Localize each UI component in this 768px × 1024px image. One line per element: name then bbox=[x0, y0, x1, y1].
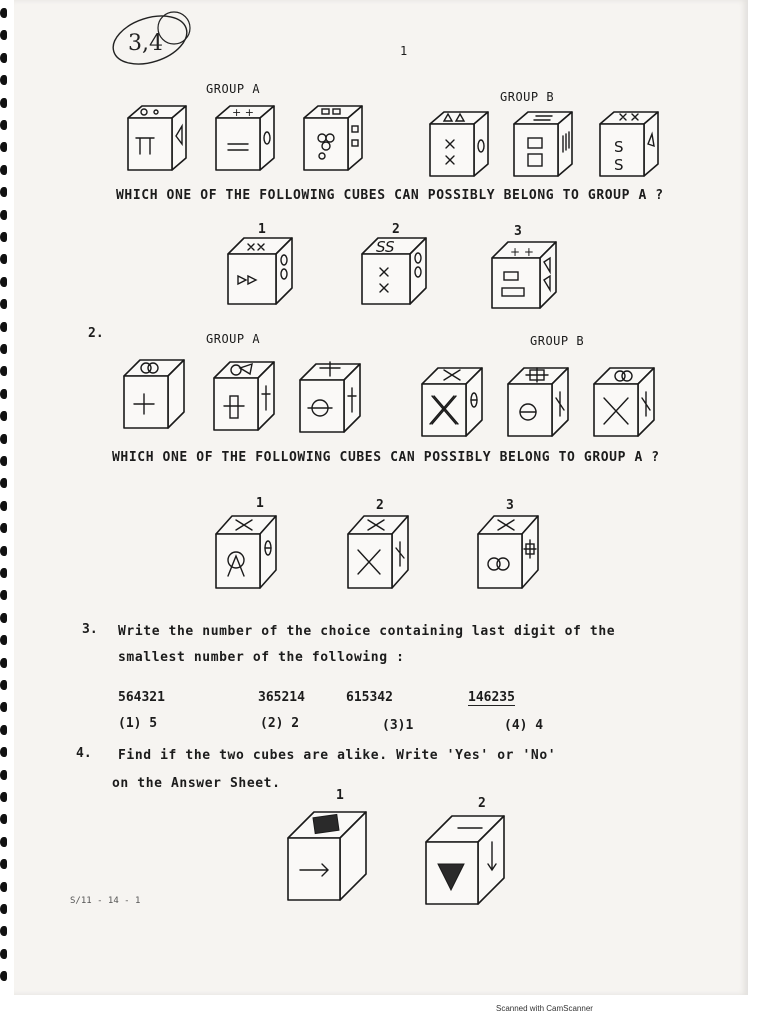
q4-line-2: on the Answer Sheet. bbox=[112, 776, 281, 791]
q1-option-cube-3[interactable] bbox=[488, 240, 564, 312]
binding-hole bbox=[0, 53, 7, 63]
binding-hole bbox=[0, 434, 7, 444]
binding-hole bbox=[0, 344, 7, 354]
q2-option-cube-1[interactable] bbox=[212, 514, 284, 590]
q3-choice-3[interactable]: (3)1 bbox=[382, 718, 414, 733]
q2-group-a-cube-1 bbox=[120, 358, 192, 432]
binding-hole bbox=[0, 120, 7, 130]
binding-hole bbox=[0, 702, 7, 712]
binding-hole bbox=[0, 142, 7, 152]
binding-hole bbox=[0, 366, 7, 376]
q3-number-2: 365214 bbox=[258, 690, 305, 705]
q3-number-3: 615342 bbox=[346, 690, 393, 705]
q3-number: 3. bbox=[82, 622, 98, 637]
q2-group-a-label: GROUP A bbox=[206, 332, 261, 346]
q2-group-b-cube-3 bbox=[590, 366, 662, 440]
svg-text:S: S bbox=[614, 156, 624, 174]
q1-group-b-label: GROUP B bbox=[500, 90, 555, 104]
binding-hole bbox=[0, 971, 7, 981]
q1-option-cube-2[interactable] bbox=[358, 236, 434, 308]
binding-hole bbox=[0, 904, 7, 914]
binding-hole bbox=[0, 165, 7, 175]
svg-text:SS: SS bbox=[376, 238, 395, 256]
binding-hole bbox=[0, 680, 7, 690]
bottom-code: S/11 - 14 - 1 bbox=[70, 896, 141, 906]
q2-group-b-cube-2 bbox=[504, 366, 576, 440]
binding-hole bbox=[0, 814, 7, 824]
q1-option-2-label: 2 bbox=[392, 222, 400, 237]
binding-hole bbox=[0, 478, 7, 488]
binding-hole bbox=[0, 568, 7, 578]
binding-hole bbox=[0, 725, 7, 735]
q2-option-3-label: 3 bbox=[506, 498, 514, 513]
binding-hole bbox=[0, 635, 7, 645]
q1-group-b-cube-2 bbox=[510, 110, 580, 180]
q1-group-a-cube-1 bbox=[124, 104, 194, 174]
q3-choice-2[interactable]: (2) 2 bbox=[260, 716, 300, 731]
q2-option-1-label: 1 bbox=[256, 496, 264, 511]
svg-text:+ +: + + bbox=[510, 245, 534, 259]
binding-hole bbox=[0, 859, 7, 869]
q4-cube-2[interactable] bbox=[422, 812, 512, 908]
binding-hole bbox=[0, 747, 7, 757]
q3-number-1: 564321 bbox=[118, 690, 165, 705]
q3-number-4: 146235 bbox=[468, 690, 515, 705]
binding-hole bbox=[0, 926, 7, 936]
q2-question: WHICH ONE OF THE FOLLOWING CUBES CAN POSSIBLY BELONG TO GROUP A ? bbox=[112, 450, 660, 465]
q2-option-cube-3[interactable] bbox=[474, 514, 546, 590]
binding-hole bbox=[0, 322, 7, 332]
svg-text:S: S bbox=[614, 138, 624, 156]
binding-hole bbox=[0, 613, 7, 623]
q3-choice-1[interactable]: (1) 5 bbox=[118, 716, 158, 731]
binding-hole bbox=[0, 187, 7, 197]
page-number: 1 bbox=[400, 44, 408, 58]
q1-group-a-label: GROUP A bbox=[206, 82, 261, 96]
binding-hole bbox=[0, 658, 7, 668]
binding-hole bbox=[0, 8, 7, 18]
q1-option-1-label: 1 bbox=[258, 222, 266, 237]
q4-line-1: Find if the two cubes are alike. Write 'Yes' or 'No' bbox=[118, 748, 557, 763]
q2-option-cube-2[interactable] bbox=[344, 514, 416, 590]
binding-hole bbox=[0, 770, 7, 780]
binding-hole bbox=[0, 792, 7, 802]
binding-hole bbox=[0, 411, 7, 421]
q2-group-b-label: GROUP B bbox=[530, 334, 585, 348]
binding-hole bbox=[0, 456, 7, 466]
binding-hole bbox=[0, 75, 7, 85]
q1-question: WHICH ONE OF THE FOLLOWING CUBES CAN POSSIBLY BELONG TO GROUP A ? bbox=[116, 188, 664, 203]
binding-hole bbox=[0, 210, 7, 220]
binding-hole bbox=[0, 232, 7, 242]
q1-group-b-cube-3 bbox=[596, 110, 666, 180]
binding-hole bbox=[0, 523, 7, 533]
binding-hole bbox=[0, 389, 7, 399]
q4-option-2-label: 2 bbox=[478, 796, 486, 811]
binding-hole bbox=[0, 590, 7, 600]
q4-cube-1[interactable] bbox=[284, 808, 374, 904]
scanned-page bbox=[14, 0, 748, 995]
q3-line-1: Write the number of the choice containing last digit of the bbox=[118, 624, 616, 639]
q4-number: 4. bbox=[76, 746, 92, 761]
q2-option-2-label: 2 bbox=[376, 498, 384, 513]
q1-group-a-cube-2 bbox=[212, 104, 282, 174]
binding-hole bbox=[0, 277, 7, 287]
q2-number: 2. bbox=[88, 326, 104, 341]
margin-note-circle bbox=[110, 8, 200, 68]
q1-option-cube-1[interactable] bbox=[224, 236, 300, 308]
q2-group-a-cube-2 bbox=[210, 360, 282, 434]
q2-group-b-cube-1 bbox=[418, 366, 490, 440]
svg-text:+ +: + + bbox=[232, 106, 254, 119]
binding-hole bbox=[0, 98, 7, 108]
scanner-watermark: Scanned with CamScanner bbox=[496, 1004, 593, 1013]
binding-hole-strip bbox=[0, 0, 16, 1000]
binding-hole bbox=[0, 949, 7, 959]
binding-hole bbox=[0, 837, 7, 847]
q1-group-b-cube-1 bbox=[426, 110, 496, 180]
binding-hole bbox=[0, 254, 7, 264]
q1-group-a-cube-3 bbox=[300, 104, 370, 174]
binding-hole bbox=[0, 299, 7, 309]
q2-group-a-cube-3 bbox=[296, 362, 368, 436]
binding-hole bbox=[0, 546, 7, 556]
binding-hole bbox=[0, 30, 7, 40]
q3-line-2: smallest number of the following : bbox=[118, 650, 405, 665]
q1-option-3-label: 3 bbox=[514, 224, 522, 239]
binding-hole bbox=[0, 501, 7, 511]
q3-choice-4[interactable]: (4) 4 bbox=[504, 718, 544, 733]
margin-note-text: 3,4 bbox=[128, 31, 163, 56]
q4-option-1-label: 1 bbox=[336, 788, 344, 803]
binding-hole bbox=[0, 882, 7, 892]
